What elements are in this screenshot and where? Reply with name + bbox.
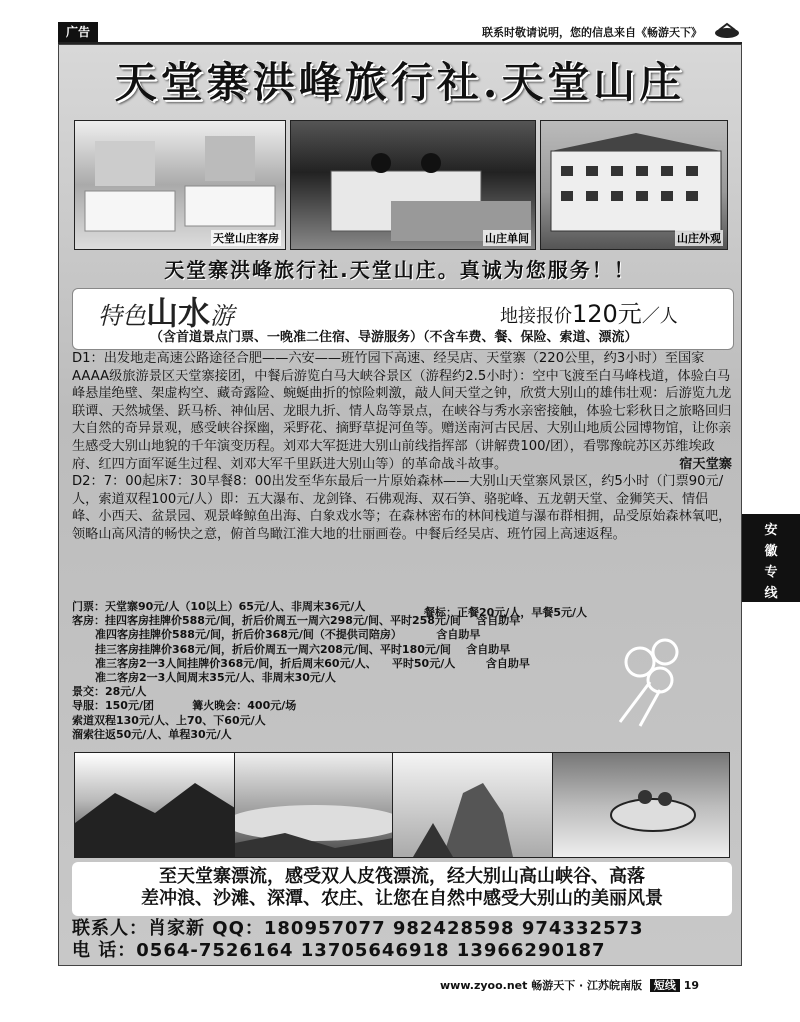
header-note: 联系时敬请说明，您的信息来自《畅游天下》 bbox=[482, 26, 702, 39]
price-value: 120元 bbox=[572, 300, 642, 328]
side-label-char: 安 bbox=[764, 523, 778, 538]
package-name-main: 山水 bbox=[146, 294, 211, 332]
package-price bbox=[500, 294, 678, 329]
rock-icon bbox=[393, 753, 553, 857]
contact-info bbox=[72, 918, 732, 962]
package-includes: （含首道景点门票、一晚准二住宿、导游服务）（不含车费、餐、保险、索道、漂流） bbox=[150, 330, 638, 345]
photo-exterior bbox=[540, 120, 728, 250]
cloud-sea-icon bbox=[235, 753, 393, 857]
fee-line: 准二客房2一3人间周末35元/人、非周末30元/人 bbox=[72, 671, 336, 685]
fee-line: 准三客房2一3人间挂牌价368元/间，折后周末60元/人、 平时50元/人 含自助早 bbox=[72, 656, 530, 670]
photo-caption: 山庄外观 bbox=[677, 232, 721, 245]
fee-line: 门票：天堂寨90元/人（10以上）65元/人、非周末36元/人 bbox=[72, 600, 366, 613]
itinerary bbox=[72, 350, 732, 544]
fee-list bbox=[72, 600, 632, 742]
package-name-pre: 特色 bbox=[98, 302, 146, 330]
fee-line: 客房：挂四客房挂牌价588元/间，折后价周五一周六298元/间、平时258元/间 含自助早 bbox=[72, 614, 521, 628]
rafting-box bbox=[72, 862, 732, 916]
photo-caption: 山庄单间 bbox=[485, 232, 529, 245]
footer-text: www.zyoo.net 畅游天下 · 江苏皖南版 bbox=[440, 979, 643, 992]
price-label: 地接报价 bbox=[500, 306, 572, 327]
flower-icon bbox=[600, 622, 710, 732]
footer-tag: 短线 bbox=[650, 979, 680, 992]
scenery-photo bbox=[74, 752, 236, 858]
magazine-logo-icon bbox=[713, 22, 741, 40]
fee-line: 挂三客房挂牌价368元/间，折后价周五一周六208元/间、平时180元/间 含自助早 bbox=[72, 642, 511, 656]
rafting-line: 至天堂寨漂流，感受双人皮筏漂流，经大别山高山峡谷、高落 bbox=[159, 866, 645, 887]
rafting-line: 差冲浪、沙滩、深潭、农庄、让您在自然中感受大别山的美丽风景 bbox=[141, 888, 663, 909]
side-label-char: 专 bbox=[764, 565, 778, 580]
contact-phone: 电 话：0564-7526164 13705646918 13966290187 bbox=[72, 940, 606, 961]
scenery-photo bbox=[392, 752, 554, 858]
raft-icon bbox=[553, 753, 729, 857]
side-label bbox=[742, 514, 800, 602]
side-label-char: 线 bbox=[764, 586, 778, 601]
fee-line: 景交：28元/人 bbox=[72, 685, 147, 699]
fee-line: 导服：150元/团 篝火晚会：400元/场 bbox=[72, 699, 297, 713]
package-name-post: 游 bbox=[210, 302, 235, 330]
mountain-icon bbox=[75, 753, 235, 857]
meal-price: 餐标：正餐20元/人，早餐5元/人 bbox=[424, 606, 587, 619]
ad-tag: 广告 bbox=[58, 22, 98, 42]
ad-title: 天堂寨洪峰旅行社.天堂山庄 bbox=[114, 58, 686, 107]
fee-line: 溜索往返50元/人、单程30元/人 bbox=[72, 727, 232, 741]
page-footer bbox=[440, 977, 699, 993]
page-number: 19 bbox=[683, 979, 700, 992]
itinerary-day2: D2：7：00起床7：30早餐8：00出发至华东最后一片原始森林——大别山天堂寨风景区，约5小时（门票90元/人，索道双程100元/人）即：五大瀑布、龙剑锋、石佛观海、双石笋、骆驼峰、五龙朝天堂、金狮笑天、情侣峰、小西天、盆景园、观景峰鲸鱼出海、白象戏水等；在森林密布的林间栈道与瀑布群相拥，品受原始森林氧吧，领略山高风清的畅快之意，俯首鸟瞰江淮大地的壮丽画卷。中餐后经吴店、班竹园上高速返程。 bbox=[72, 474, 732, 542]
itinerary-day1-stay: 宿天堂寨 bbox=[679, 456, 732, 472]
slogan: 天堂寨洪峰旅行社.天堂山庄。真诚为您服务！！ bbox=[164, 258, 636, 282]
fee-line: 索道双程130元/人、上70、下60元/人 bbox=[72, 713, 266, 727]
fee-line: 准四客房挂牌价588元/间，折后价368元/间（不提供司陪房） 含自助早 bbox=[72, 628, 481, 642]
contact-person: 联系人：肖家新 QQ：180957077 982428598 974332573 bbox=[72, 918, 644, 939]
rafting-photo bbox=[552, 752, 730, 858]
price-unit: ／人 bbox=[641, 306, 678, 327]
photo-guest-room bbox=[74, 120, 286, 250]
itinerary-day1: D1：出发地走高速公路途径合肥——六安——班竹园下高速、经吴店、天堂寨（220公里，约3小时）至国家AAAA级旅游景区天堂寨接团，中餐后游览白马大峡谷景区（游程约2.5小时）：空中飞渡至白马峰栈道，体验白马峰悬崖绝壁、架虚构空、藏奇露险、蜿蜒曲折的惊险刺激，敲人间天堂之钟，欣赏大别山的雄伟壮观：后游览九龙联谭、天然城堡、跃马桥、神仙居、龙眼九折、情人岛等景点，在峡谷与秀水亲密接触，体验七彩秋日之旅略回归大自然的奇异景观，感受峡谷探幽，采野花、摘野草捉河鱼等。赠送南河古民居、大别山地质公园博物馆，让你亲生感受大别山地貌的千年演变历程。刘邓大军挺进大别山前线指挥部（讲解费100/团），看鄂豫皖苏区苏维埃政府、红四方面军诞生过程、刘邓大军千里跃进大别山等）的革命战斗故事。 bbox=[72, 351, 732, 472]
photo-single-room bbox=[290, 120, 536, 250]
side-label-char: 徽 bbox=[764, 544, 778, 559]
photo-caption: 天堂山庄客房 bbox=[213, 232, 279, 245]
scenery-photo bbox=[234, 752, 394, 858]
